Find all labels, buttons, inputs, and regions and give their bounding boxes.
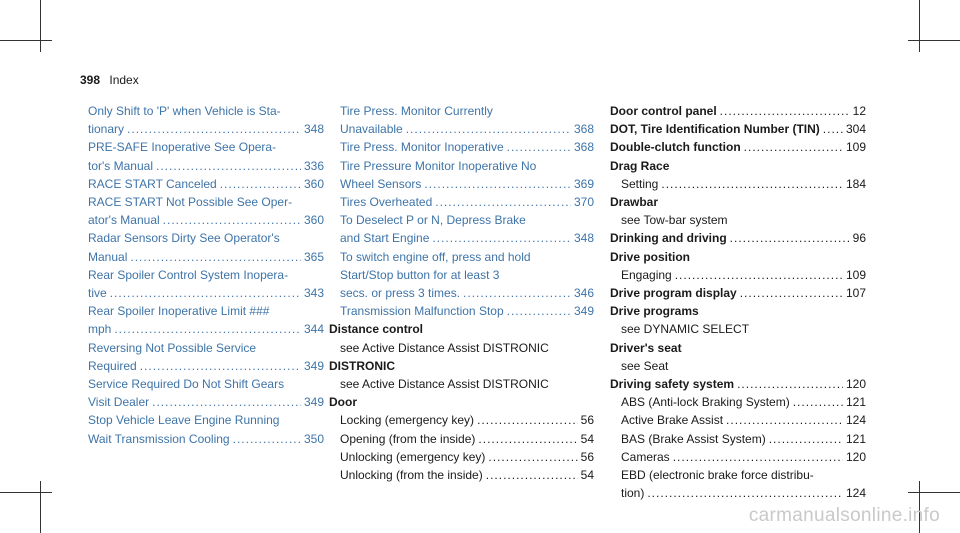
- page-header: [80, 73, 139, 87]
- index-entry[interactable]: Driver's seat see Seat: [610, 340, 682, 373]
- index-column-3: [610, 102, 866, 502]
- index-entry[interactable]: Door Locking (emergency key) ..... 56 Opening (from the inside) ..... 54 Unlocking (emergency key) ..... 56 Unlocking (from the inside) ..... 54: [329, 393, 594, 484]
- index-entry[interactable]: Drive program display ..... 107: [610, 284, 866, 302]
- index-entry[interactable]: Reversing Not Possible Service Required ..... 349: [88, 339, 324, 375]
- index-entry[interactable]: Drive programs see DYNAMIC SELECT: [610, 304, 750, 337]
- index-entry[interactable]: RACE START Not Possible See Oper- ator's Manual ..... 360: [88, 193, 324, 229]
- crop-mark: [908, 492, 960, 493]
- crop-mark: [0, 492, 52, 493]
- index-entry[interactable]: Tire Press. Monitor Currently Unavailable ..... 368: [340, 102, 594, 138]
- index-entry[interactable]: Door control panel ..... 12: [610, 102, 866, 120]
- crop-mark: [908, 40, 960, 41]
- index-entry[interactable]: Tires Overheated ..... 370: [340, 193, 594, 211]
- index-entry[interactable]: Drive position Engaging ..... 109: [610, 248, 866, 284]
- index-entry[interactable]: Drag Race Setting ..... 184: [610, 157, 866, 193]
- page-number: 398: [80, 73, 101, 87]
- index-entry[interactable]: Rear Spoiler Control System Inopera- tive ..... 343: [88, 266, 324, 302]
- index-entry[interactable]: To Deselect P or N, Depress Brake and Start Engine ..... 348: [340, 211, 594, 247]
- index-entry[interactable]: Stop Vehicle Leave Engine Running Wait Transmission Cooling ..... 350: [88, 411, 324, 447]
- index-entry[interactable]: Drawbar see Tow-bar system: [610, 195, 728, 228]
- index-entry[interactable]: DOT, Tire Identification Number (TIN) ..... 304: [610, 120, 866, 138]
- index-entry[interactable]: DISTRONIC see Active Distance Assist DISTRONIC: [329, 357, 594, 393]
- entry-title: Distance control: [329, 322, 424, 337]
- index-entry[interactable]: Drinking and driving ..... 96: [610, 229, 866, 247]
- crop-mark: [0, 40, 52, 41]
- index-entry[interactable]: To switch engine off, press and hold Start/Stop button for at least 3 secs. or press 3 times. ..... 346: [340, 248, 594, 303]
- index-entry[interactable]: Distance control see Active Distance Assist DISTRONIC: [329, 320, 594, 356]
- index-entry[interactable]: Driving safety system ..... 120 ABS (Anti-lock Braking System) ..... 121 Active Brake Assist ..... 124 BAS (Brake Assist System) ..... 121 Cameras ..... 120 EBD (electronic brake force distribu- tion) ..... 124: [610, 375, 866, 502]
- section-title: Index: [109, 73, 139, 87]
- index-entry[interactable]: Rear Spoiler Inoperative Limit ### mph ..... 344: [88, 302, 324, 338]
- index-column-2: [329, 102, 594, 484]
- index-entry[interactable]: Only Shift to 'P' when Vehicle is Sta- tionary ..... 348: [88, 102, 324, 138]
- crop-mark: [40, 0, 41, 52]
- index-entry[interactable]: Transmission Malfunction Stop ..... 349: [340, 302, 594, 320]
- entry-title: DISTRONIC: [329, 358, 395, 373]
- crop-mark: [40, 481, 41, 533]
- entry-title: Door: [329, 395, 357, 410]
- index-entry[interactable]: Service Required Do Not Shift Gears Visit Dealer ..... 349: [88, 375, 324, 411]
- index-entry[interactable]: Radar Sensors Dirty See Operator's Manual ..... 365: [88, 229, 324, 265]
- index-entry[interactable]: Double-clutch function ..... 109: [610, 138, 866, 156]
- index-entry[interactable]: RACE START Canceled ..... 360: [88, 175, 324, 193]
- index-entry[interactable]: Tire Press. Monitor Inoperative ..... 368: [340, 138, 594, 156]
- index-entry[interactable]: PRE-SAFE Inoperative See Opera- tor's Manual ..... 336: [88, 138, 324, 174]
- watermark: carmanualsonline.info: [748, 505, 940, 526]
- crop-mark: [919, 0, 920, 52]
- index-entry[interactable]: Tire Pressure Monitor Inoperative No Wheel Sensors ..... 369: [340, 157, 594, 193]
- index-column-1: [88, 102, 324, 448]
